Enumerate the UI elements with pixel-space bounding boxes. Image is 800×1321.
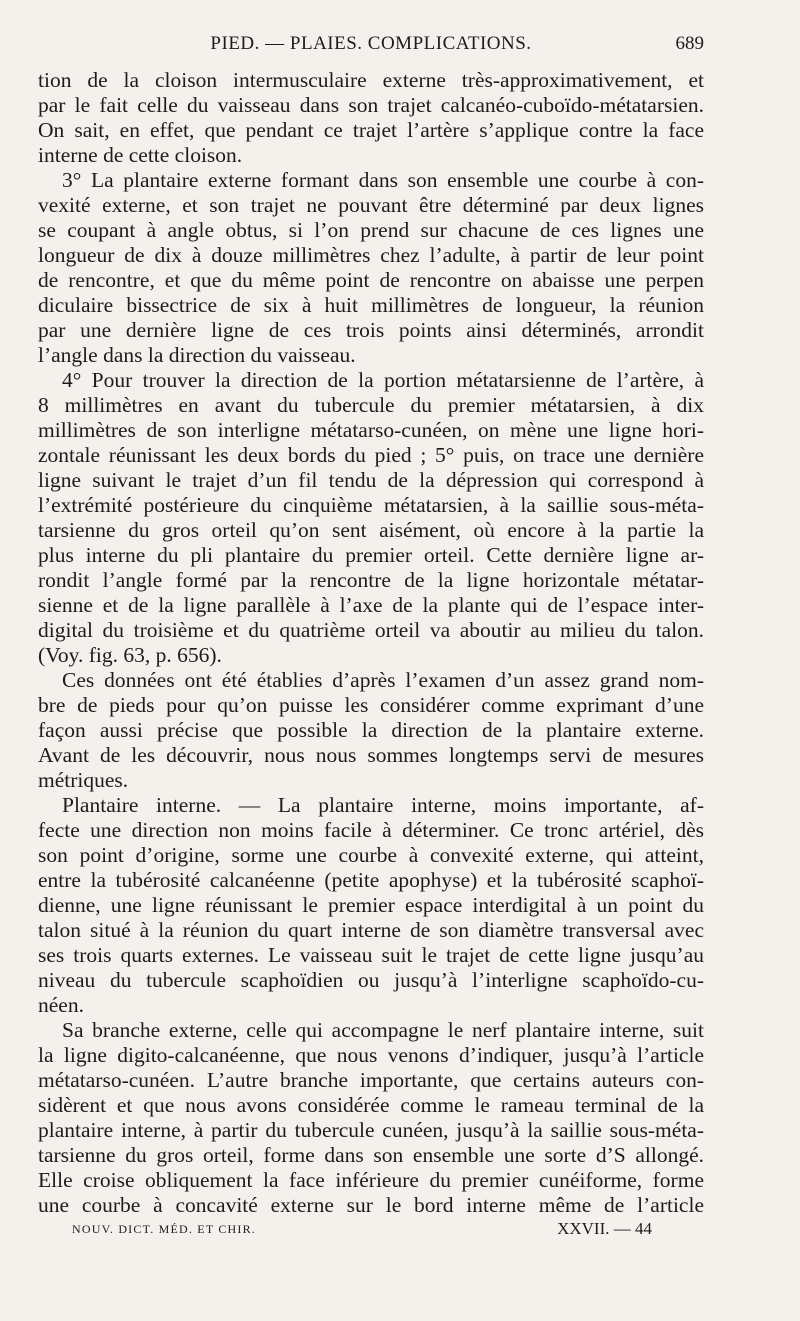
text-line: son point d’origine, sorme une courbe à convexité externe, qui atteint, bbox=[38, 843, 704, 867]
text-line: tarsienne du gros orteil, forme dans son ensemble une sorte d’S allongé. bbox=[38, 1143, 704, 1167]
text-line: plantaire interne, à partir du tubercule cunéen, jusqu’à la saillie sous-méta- bbox=[38, 1118, 704, 1142]
text-line: longueur de dix à douze millimètres chez l’adulte, à partir de leur point bbox=[38, 243, 704, 267]
header-title: PIED. — PLAIES. COMPLICATIONS. bbox=[210, 33, 532, 54]
text-line: Plantaire interne. — La plantaire interne, moins importante, af- bbox=[62, 793, 704, 817]
text-line: l’angle dans la direction du vaisseau. bbox=[38, 343, 356, 367]
text-line: On sait, en effet, que pendant ce trajet l’artère s’applique contre la face bbox=[38, 118, 704, 142]
text-line: Ces données ont été établies d’après l’examen d’un assez grand nom- bbox=[62, 668, 704, 692]
page-footer bbox=[72, 1219, 652, 1244]
text-line: ligne suivant le trajet d’un fil tendu de la dépression qui correspond à bbox=[38, 468, 704, 492]
text-line: se coupant à angle obtus, si l’on prend sur chacune de ces lignes une bbox=[38, 218, 704, 242]
text-line: talon situé à la réunion du quart interne de son diamètre transversal avec bbox=[38, 918, 704, 942]
text-line: diculaire bissectrice de six à huit millimètres de longueur, la réunion bbox=[38, 293, 704, 317]
text-line: zontale réunissant les deux bords du pied ; 5° puis, on trace une dernière bbox=[38, 443, 704, 467]
text-line: de rencontre, et que du même point de rencontre on abaisse une perpen bbox=[38, 268, 704, 292]
text-line: Elle croise obliquement la face inférieure du premier cunéiforme, forme bbox=[38, 1168, 704, 1192]
text-line: Sa branche externe, celle qui accompagne le nerf plantaire interne, suit bbox=[62, 1018, 704, 1042]
text-line: par une dernière ligne de ces trois points ainsi déterminés, arrondit bbox=[38, 318, 704, 342]
text-line: rondit l’angle formé par la rencontre de la ligne horizontale métatar- bbox=[38, 568, 704, 592]
text-line: sidèrent et que nous avons considérée comme le rameau terminal de la bbox=[38, 1093, 704, 1117]
footer-signature: XXVII. — 44 bbox=[557, 1219, 652, 1238]
text-line: (Voy. fig. 63, p. 656). bbox=[38, 643, 222, 667]
text-line: dienne, une ligne réunissant le premier espace interdigital à un point du bbox=[38, 893, 704, 917]
text-line: Avant de les découvrir, nous nous sommes longtemps servi de mesures bbox=[38, 743, 704, 767]
text-line: tarsienne du gros orteil qu’on sent aisément, où encore à la partie la bbox=[38, 518, 704, 542]
text-line: néen. bbox=[38, 993, 84, 1017]
text-line: 3° La plantaire externe formant dans son ensemble une courbe à con- bbox=[62, 168, 704, 192]
text-line: niveau du tubercule scaphoïdien ou jusqu’à l’interligne scaphoïdo-cu- bbox=[38, 968, 704, 992]
text-line: façon aussi précise que possible la direction de la plantaire externe. bbox=[38, 718, 704, 742]
text-line: sienne et de la ligne parallèle à l’axe de la plante qui de l’espace inter- bbox=[38, 593, 704, 617]
body-text bbox=[38, 68, 704, 1218]
text-line: interne de cette cloison. bbox=[38, 143, 243, 167]
text-line: fecte une direction non moins facile à déterminer. Ce tronc artériel, dès bbox=[38, 818, 704, 842]
text-line: métriques. bbox=[38, 768, 129, 792]
text-line: plus interne du pli plantaire du premier orteil. Cette dernière ligne ar- bbox=[38, 543, 704, 567]
text-line: la ligne digito-calcanéenne, que nous venons d’indiquer, jusqu’à l’article bbox=[38, 1043, 704, 1067]
footer-publication: NOUV. DICT. MÉD. ET CHIR. bbox=[72, 1222, 257, 1236]
running-header bbox=[38, 33, 704, 63]
text-line: métatarso-cunéen. L’autre branche importante, que certains auteurs con- bbox=[38, 1068, 704, 1092]
text-line: millimètres de son interligne métatarso-cunéen, on mène une ligne hori- bbox=[38, 418, 704, 442]
text-line: une courbe à concavité externe sur le bord interne même de l’article bbox=[38, 1193, 704, 1217]
text-line: bre de pieds pour qu’on puisse les considérer comme exprimant d’une bbox=[38, 693, 704, 717]
page-number: 689 bbox=[675, 33, 704, 54]
text-line: ses trois quarts externes. Le vaisseau suit le trajet de cette ligne jusqu’au bbox=[38, 943, 704, 967]
text-line: l’extrémité postérieure du cinquième métatarsien, à la saillie sous-méta- bbox=[38, 493, 704, 517]
text-line: 4° Pour trouver la direction de la portion métatarsienne de l’artère, à bbox=[62, 368, 704, 392]
text-line: tion de la cloison intermusculaire externe très-approximativement, et bbox=[38, 68, 704, 92]
text-line: par le fait celle du vaisseau dans son trajet calcanéo-cuboïdo-métatarsien. bbox=[38, 93, 704, 117]
text-line: entre la tubérosité calcanéenne (petite apophyse) et la tubérosité scaphoï- bbox=[38, 868, 704, 892]
text-line: digital du troisième et du quatrième orteil va aboutir au milieu du talon. bbox=[38, 618, 704, 642]
text-line: 8 millimètres en avant du tubercule du premier métatarsien, à dix bbox=[38, 393, 704, 417]
text-line: vexité externe, et son trajet ne pouvant être déterminé par deux lignes bbox=[38, 193, 704, 217]
